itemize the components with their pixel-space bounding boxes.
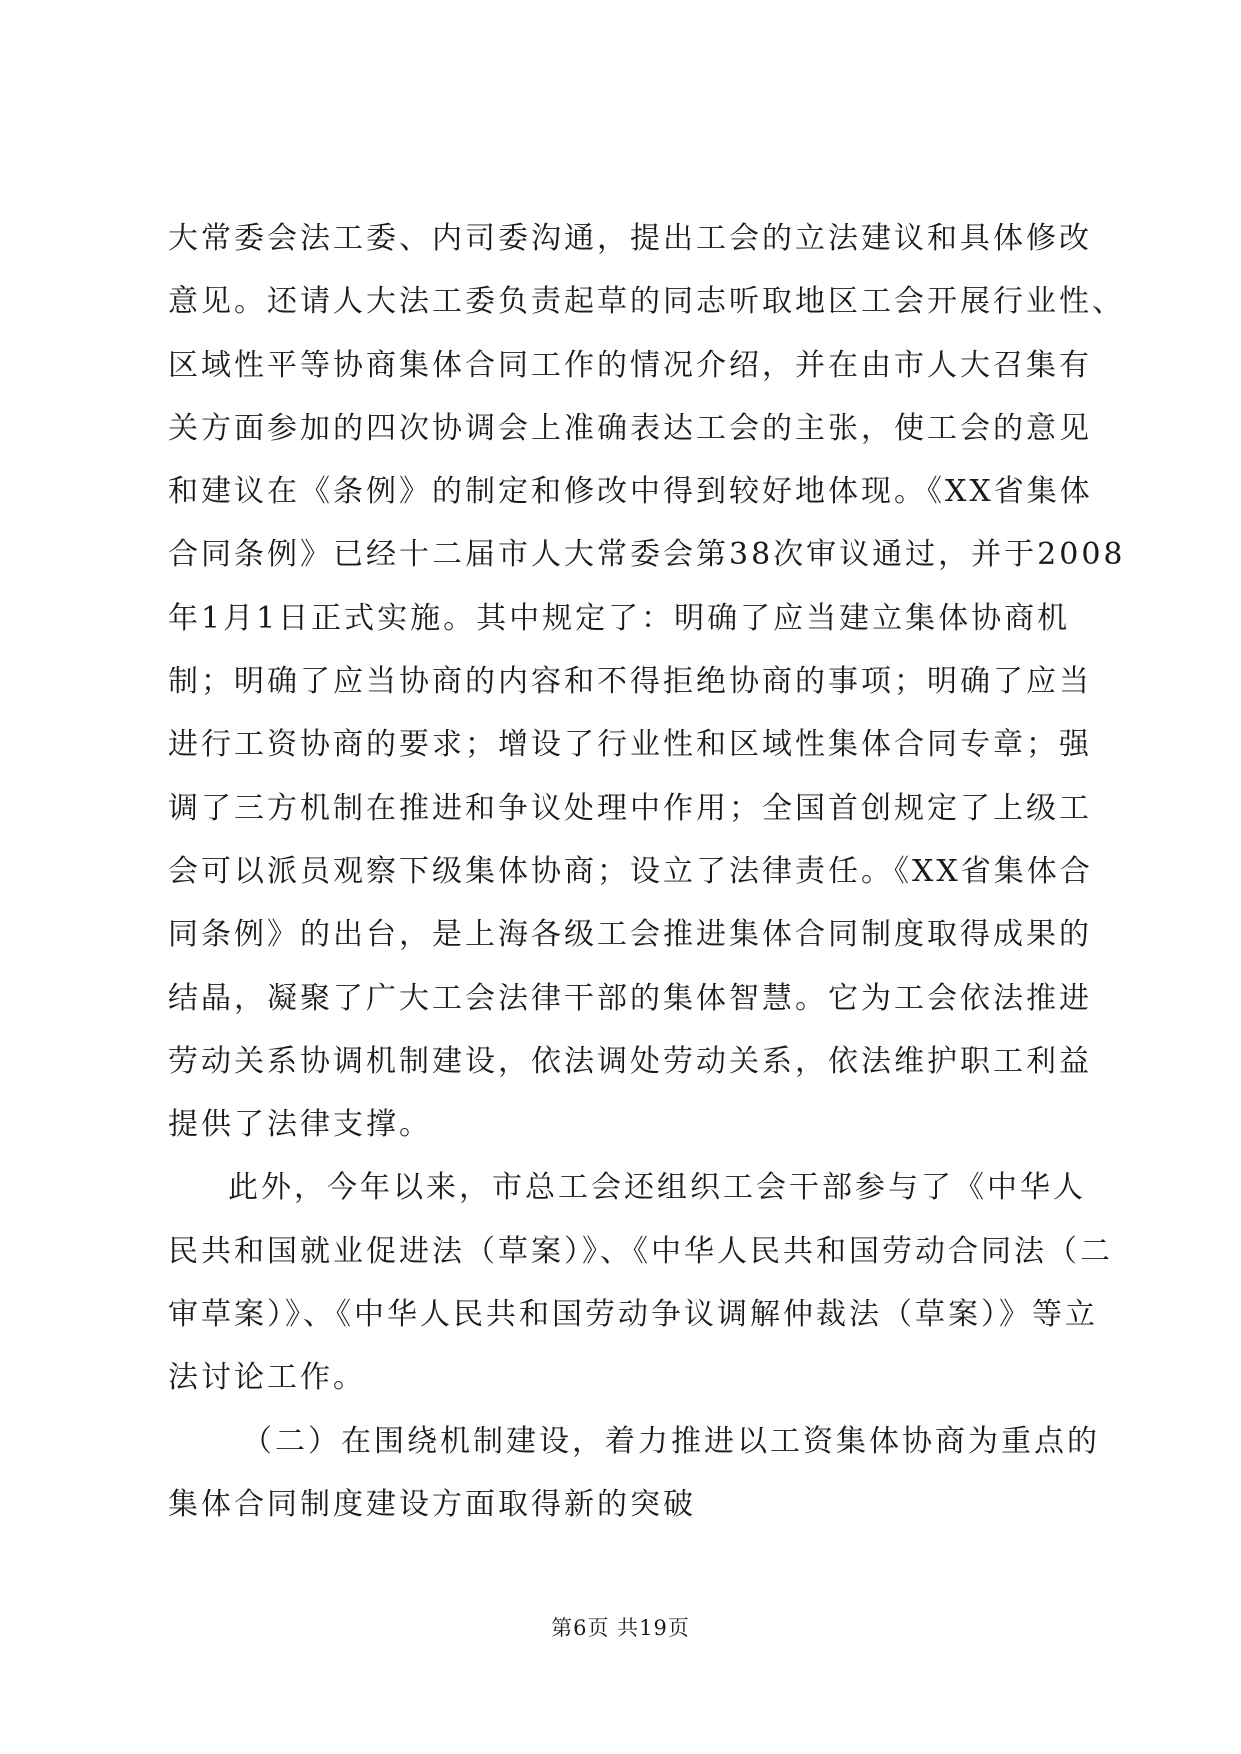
text-line: 审草案）》、《中华人民共和国劳动争议调解仲裁法（草案）》等立: [168, 1297, 1098, 1333]
text-line: 民共和国就业促进法（草案）》、《中华人民共和国劳动合同法（二: [168, 1233, 1113, 1269]
text-line: 进行工资协商的要求；增设了行业性和区域性集体合同专章；强: [168, 727, 1092, 763]
text-line: 制；明确了应当协商的内容和不得拒绝协商的事项；明确了应当: [168, 664, 1092, 700]
text-line: 和建议在《条例》的制定和修改中得到较好地体现。《XX省集体: [168, 474, 1093, 510]
text-line: 同条例》的出台，是上海各级工会推进集体合同制度取得成果的: [168, 917, 1092, 953]
document-body: [168, 207, 1126, 1536]
text-line: 区域性平等协商集体合同工作的情况介绍，并在由市人大召集有: [168, 347, 1092, 383]
text-line: 大常委会法工委、内司委沟通，提出工会的立法建议和具体修改: [168, 221, 1092, 256]
text-line: 结晶，凝聚了广大工会法律干部的集体智慧。它为工会依法推进: [168, 980, 1092, 1016]
text-line: 调了三方机制在推进和争议处理中作用；全国首创规定了上级工: [168, 790, 1092, 826]
section-heading-line: （二）在围绕机制建设，着力推进以工资集体协商为重点的: [242, 1423, 1100, 1459]
page-number-footer: 第6页 共19页: [551, 1616, 690, 1640]
text-line: 劳动关系协调机制建设，依法调处劳动关系，依法维护职工利益: [168, 1043, 1092, 1079]
text-line: 年1月1日正式实施。其中规定了：明确了应当建立集体协商机: [168, 600, 1071, 636]
section-heading-line: 集体合同制度建设方面取得新的突破: [168, 1486, 696, 1522]
text-line: 关方面参加的四次协调会上准确表达工会的主张，使工会的意见: [168, 410, 1092, 446]
text-line: 会可以派员观察下级集体协商；设立了法律责任。《XX省集体合: [168, 853, 1093, 889]
text-line: 法讨论工作。: [168, 1360, 366, 1396]
text-line: 意见。还请人大法工委负责起草的同志听取地区工会开展行业性、: [168, 284, 1125, 320]
text-line: 提供了法律支撑。: [168, 1107, 432, 1143]
paragraph-first-line: 此外，今年以来，市总工会还组织工会干部参与了《中华人: [228, 1170, 1086, 1206]
text-line: 合同条例》已经十二届市人大常委会第38次审议通过，并于2008: [168, 537, 1126, 573]
